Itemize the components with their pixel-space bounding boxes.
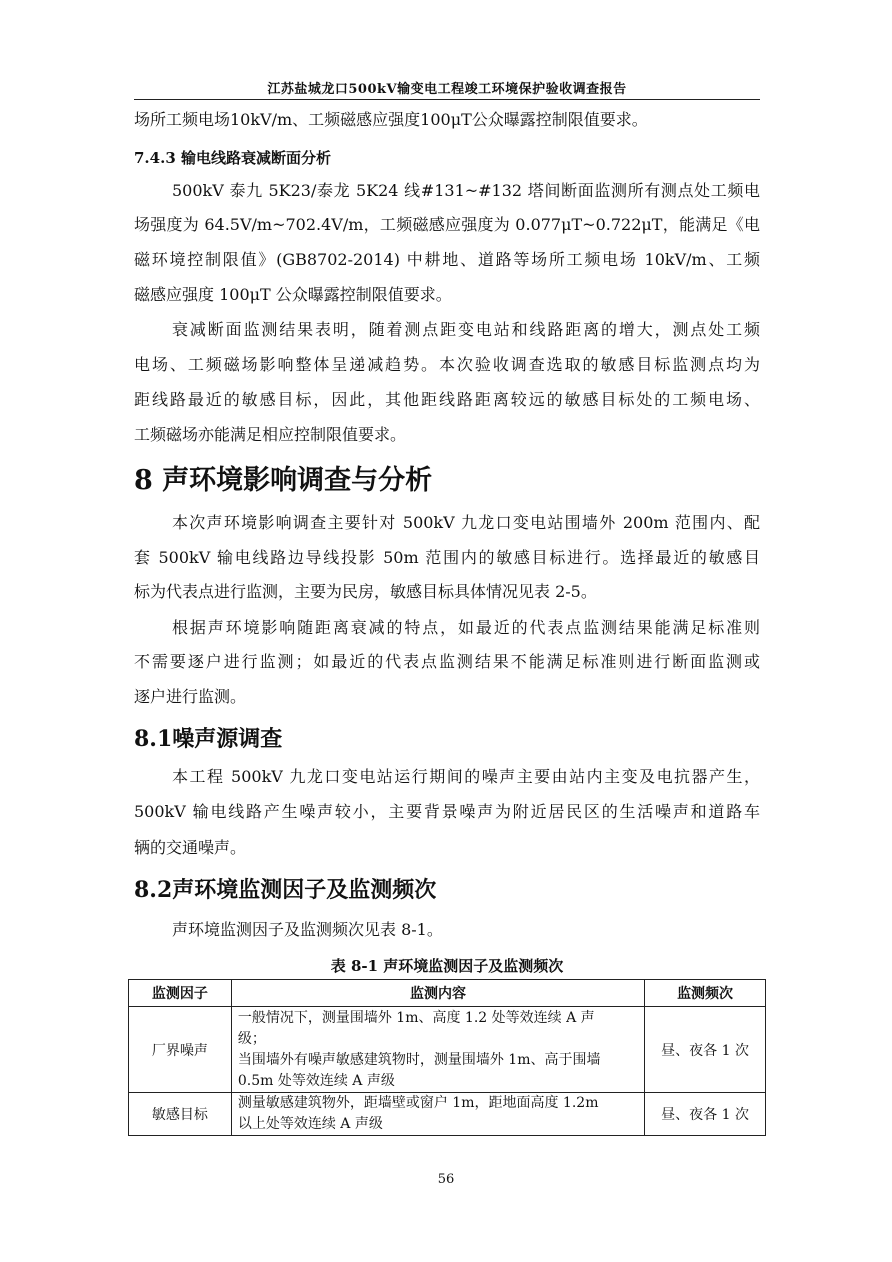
content-line: 一般情况下，测量围墙外 1m、高度 1.2 处等效连续 A 声 — [237, 1009, 595, 1026]
content-line: 级； — [237, 1030, 266, 1047]
table-caption: 表 8-1 声环境监测因子及监测频次 — [330, 957, 564, 975]
factor-cell: 敏感目标 — [129, 1093, 232, 1136]
content-line: 当围墙外有噪声敏感建筑物时，测量围墙外 1m、高于围墙 — [237, 1051, 601, 1068]
table-row — [129, 1093, 766, 1136]
paragraph-line: 衰减断面监测结果表明，随着测点距变电站和线路距离的增大，测点处工频 — [172, 320, 760, 339]
paragraph-line: 根据声环境影响随距离衰减的特点，如最近的代表点监测结果能满足标准则 — [172, 618, 760, 637]
paragraph-line: 500kV 泰九 5K23/泰龙 5K24 线#131~#132 塔间断面监测所有测点处工频电 — [172, 181, 760, 200]
content-cell — [231, 1007, 644, 1093]
paragraph-line: 本次声环境影响调查主要针对 500kV 九龙口变电站围墙外 200m 范围内、配 — [172, 513, 760, 532]
monitoring-table — [128, 979, 766, 1136]
table-header-cell: 监测因子 — [129, 980, 232, 1007]
paragraph-line: 逐户进行监测。 — [134, 687, 247, 706]
paragraph-line: 工频磁场亦能满足相应控制限值要求。 — [134, 425, 407, 444]
frequency-cell: 昼、夜各 1 次 — [645, 1007, 766, 1093]
chapter-8-heading: 8 声环境影响调查与分析 — [134, 465, 433, 496]
paragraph-line: 电场、工频磁场影响整体呈递减趋势。本次验收调查选取的敏感目标监测点均为 — [134, 355, 760, 374]
page-number: 56 — [437, 1172, 455, 1187]
content-line: 0.5m 处等效连续 A 声级 — [237, 1072, 395, 1089]
content-line: 以上处等效连续 A 声级 — [237, 1116, 383, 1132]
paragraph-line: 不需要逐户进行监测；如最近的代表点监测结果不能满足标准则进行断面监测或 — [134, 652, 760, 671]
running-header: 江苏盐城龙口500kV输变电工程竣工环境保护验收调查报告 — [267, 82, 627, 97]
paragraph-line: 磁感应强度 100μT 公众曝露控制限值要求。 — [134, 285, 452, 304]
paragraph-line: 标为代表点进行监测，主要为民房，敏感目标具体情况见表 2-5。 — [134, 582, 597, 601]
section-7-4-3-heading: 7.4.3 输电线路衰减断面分析 — [134, 149, 331, 167]
paragraph-line: 磁环境控制限值》(GB8702-2014) 中耕地、道路等场所工频电场 10kV/m、工频 — [134, 250, 760, 269]
section-8-1-heading: 8.1噪声源调查 — [134, 726, 283, 752]
table-header-cell: 监测内容 — [231, 980, 644, 1007]
header-rule — [134, 99, 760, 100]
paragraph-line: 距线路最近的敏感目标，因此，其他距线路距离较远的敏感目标处的工频电场、 — [134, 390, 760, 409]
paragraph-line: 声环境监测因子及监测频次见表 8-1。 — [172, 920, 443, 939]
paragraph-line: 套 500kV 输电线路边导线投影 50m 范围内的敏感目标进行。选择最近的敏感目 — [134, 548, 760, 567]
paragraph-line: 场强度为 64.5V/m~702.4V/m，工频磁感应强度为 0.077μT~0.722μT，能满足《电 — [134, 215, 760, 234]
section-8-2-heading: 8.2声环境监测因子及监测频次 — [134, 877, 437, 903]
table-header-row — [129, 980, 766, 1007]
table-header-cell: 监测频次 — [645, 980, 766, 1007]
paragraph-line: 辆的交通噪声。 — [134, 838, 247, 857]
table-row — [129, 1007, 766, 1093]
content-line: 测量敏感建筑物外，距墙壁或窗户 1m，距地面高度 1.2m — [237, 1095, 599, 1111]
paragraph-line: 500kV 输电线路产生噪声较小，主要背景噪声为附近居民区的生活噪声和道路车 — [134, 802, 760, 821]
factor-cell: 厂界噪声 — [129, 1007, 232, 1093]
frequency-cell: 昼、夜各 1 次 — [645, 1093, 766, 1136]
intro-line: 场所工频电场10kV/m、工频磁感应强度100μT公众曝露控制限值要求。 — [134, 110, 648, 129]
paragraph-line: 本工程 500kV 九龙口变电站运行期间的噪声主要由站内主变及电抗器产生， — [172, 767, 760, 786]
content-cell — [231, 1093, 644, 1136]
